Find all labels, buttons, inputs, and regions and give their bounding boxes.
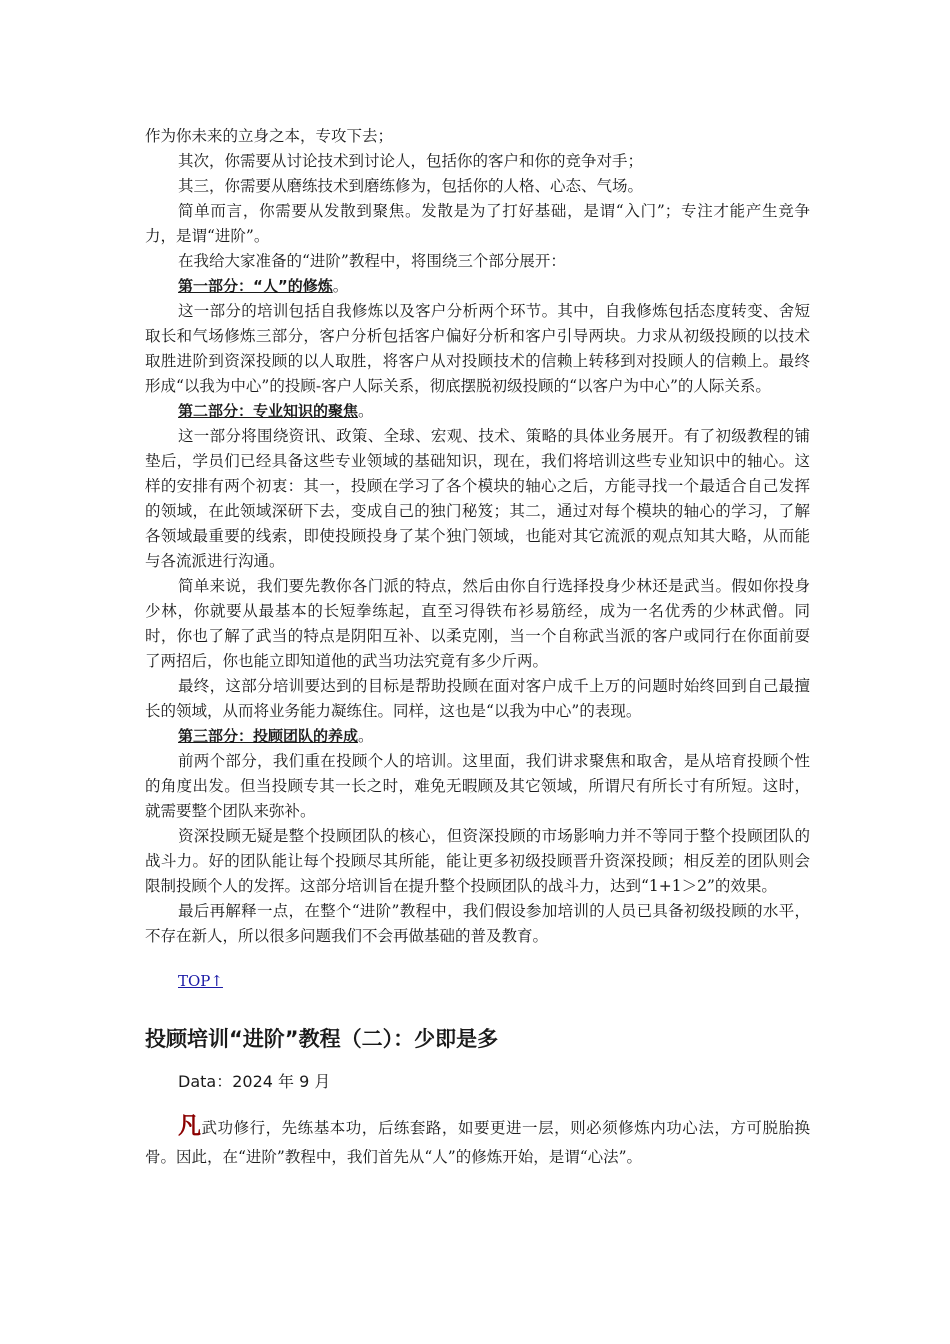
paragraph: 这一部分的培训包括自我修炼以及客户分析两个环节。其中，自我修炼包括态度转变、舍短取长和气场修炼三部分，客户分析包括客户偏好分析和客户引导两块。力求从初级投顾的以技术取胜进阶到资深投顾的以人取胜，将客户从对投顾技术的信赖上转移到对投顾人的信赖上。最终形成“以我为中心”的投顾-客户人际关系，彻底摆脱初级投顾的“以客户为中心”的人际关系。 xyxy=(145,302,810,395)
part1-heading: 第一部分：“人”的修炼 xyxy=(178,277,333,295)
part2-heading-line xyxy=(145,399,810,424)
paragraph: 简单来说，我们要先教你各门派的特点，然后由你自行选择投身少林还是武当。假如你投身少林，你就要从最基本的长短拳练起，直至习得铁布衫易筋经，成为一名优秀的少林武僧。同时，你也了解了武当的特点是阴阳互补、以柔克刚，当一个自称武当派的客户或同行在你面前耍了两招后，你也能立即知道他的武当功法究竟有多少斤两。 xyxy=(145,577,810,670)
article-title: 投顾培训“进阶”教程（二）：少即是多 xyxy=(145,1027,499,1051)
paragraph: 资深投顾无疑是整个投顾团队的核心，但资深投顾的市场影响力并不等同于整个投顾团队的战斗力。好的团队能让每个投顾尽其所能，能让更多初级投顾晋升资深投顾；相反差的团队则会限制投顾个人的发挥。这部分培训旨在提升整个投顾团队的战斗力，达到“1+1＞2”的效果。 xyxy=(145,827,810,895)
paragraph: 最后再解释一点，在整个“进阶”教程中，我们假设参加培训的人员已具备初级投顾的水平，不存在新人，所以很多问题我们不会再做基础的普及教育。 xyxy=(145,902,810,945)
paragraph: 前两个部分，我们重在投顾个人的培训。这里面，我们讲求聚焦和取舍，是从培育投顾个性的角度出发。但当投顾专其一长之时，难免无暇顾及其它领域，所谓尺有所长寸有所短。这时，就需要整个团队来弥补。 xyxy=(145,752,810,820)
part3-heading-line xyxy=(145,724,810,749)
article-date: Data：2024 年 9 月 xyxy=(178,1072,331,1091)
paragraph: 最终，这部分培训要达到的目标是帮助投顾在面对客户成千上万的问题时始终回到自己最擅长的领域，从而将业务能力凝练住。同样，这也是“以我为中心”的表现。 xyxy=(145,677,810,720)
part2-heading: 第二部分：专业知识的聚焦 xyxy=(178,402,359,420)
dropcap: 凡 xyxy=(178,1113,202,1139)
paragraph: 在我给大家准备的“进阶”教程中，将围绕三个部分展开： xyxy=(178,252,566,270)
paragraph: 其次，你需要从讨论技术到讨论人，包括你的客户和你的竞争对手； xyxy=(178,152,644,170)
part1-heading-line xyxy=(145,274,810,299)
part3-heading: 第三部分：投顾团队的养成 xyxy=(178,727,359,745)
part2-heading-suffix: 。 xyxy=(358,402,374,420)
paragraph: 作为你未来的立身之本，专攻下去； xyxy=(145,127,394,145)
part1-heading-suffix: 。 xyxy=(332,277,349,295)
paragraph: 这一部分将围绕资讯、政策、全球、宏观、技术、策略的具体业务展开。有了初级教程的铺垫后，学员们已经具备这些专业领域的基础知识，现在，我们将培训这些专业知识中的轴心。这样的安排有两个初衷：其一，投顾在学习了各个模块的轴心之后，方能寻找一个最适合自己发挥的领域，在此领域深研下去，变成自己的独门秘笈；其二，通过对每个模块的轴心的学习，了解各领域最重要的线索，即使投顾投身了某个独门领域，也能对其它流派的观点知其大略，从而能与各流派进行沟通。 xyxy=(145,427,810,570)
article-intro xyxy=(145,1112,810,1172)
intro-text: 武功修行，先练基本功，后练套路，如要更进一层，则必须修炼内功心法，方可脱胎换骨。因此，在“进阶”教程中，我们首先从“人”的修炼开始，是谓“心法”。 xyxy=(145,1119,810,1166)
top-link[interactable]: TOP↑ xyxy=(178,972,223,990)
paragraph: 简单而言，你需要从发散到聚焦。发散是为了打好基础，是谓“入门”；专注才能产生竞争力，是谓“进阶”。 xyxy=(145,202,810,245)
part3-heading-suffix: 。 xyxy=(358,727,374,745)
document-page xyxy=(145,124,810,1188)
paragraph: 其三，你需要从磨练技术到磨练修为，包括你的人格、心态、气场。 xyxy=(178,177,644,195)
